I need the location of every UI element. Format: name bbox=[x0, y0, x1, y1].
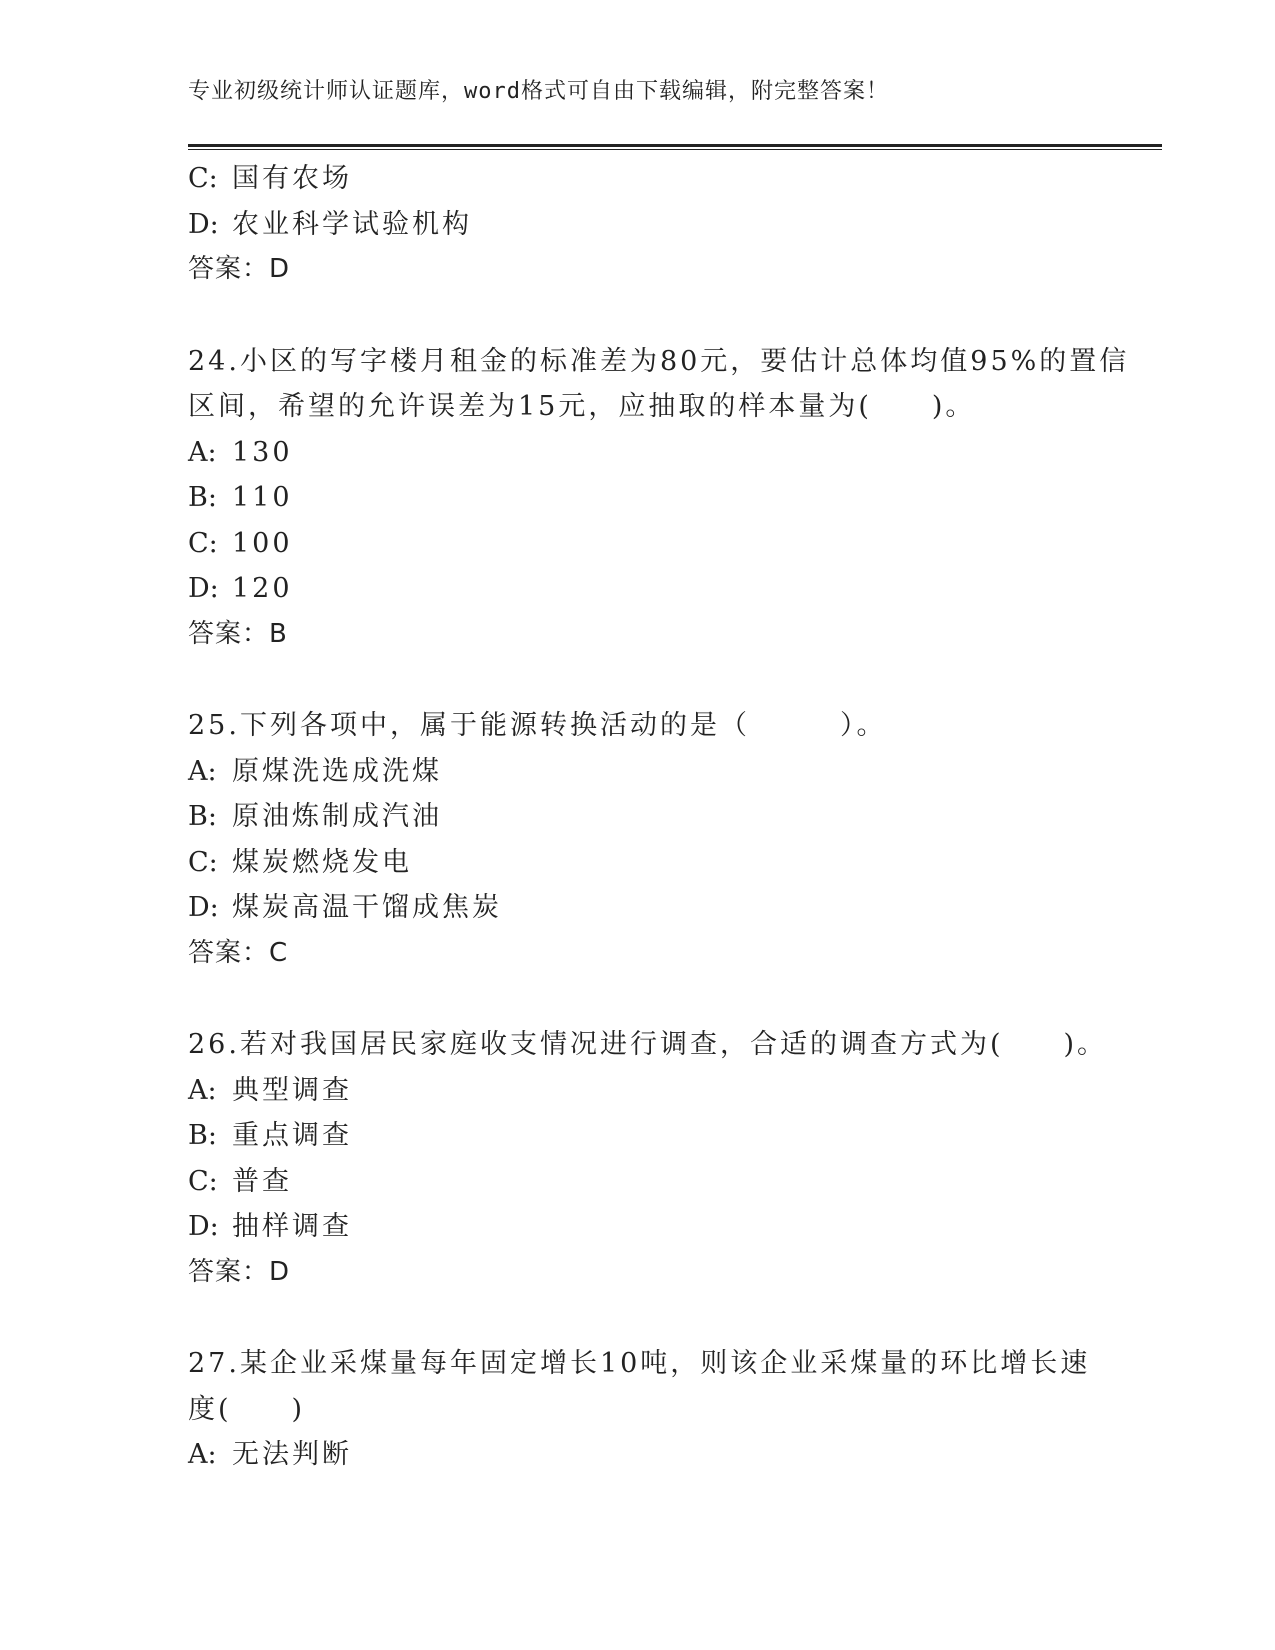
option-label: B: bbox=[188, 1120, 217, 1151]
option-d bbox=[188, 202, 1088, 248]
option-text: 典型调查 bbox=[232, 1074, 352, 1106]
header-divider bbox=[188, 144, 1162, 147]
question-stem: 24.小区的写字楼月租金的标准差为80元，要估计总体均值95%的置信 bbox=[188, 345, 1130, 377]
question-25 bbox=[188, 703, 1088, 976]
option-label: C: bbox=[188, 846, 218, 878]
question-stem-cont: 区间，希望的允许误差为15元，应抽取的样本量为( )。 bbox=[188, 391, 976, 422]
option-text: 130 bbox=[232, 436, 293, 468]
option-text: 普查 bbox=[232, 1165, 292, 1197]
question-stem: 27.某企业采煤量每年固定增长10吨，则该企业采煤量的环比增长速 bbox=[188, 1348, 1091, 1379]
option-label: D: bbox=[188, 892, 219, 923]
option-text: 无法判断 bbox=[232, 1439, 352, 1470]
question-26 bbox=[188, 1022, 1108, 1295]
option-text: 国有农场 bbox=[232, 163, 352, 194]
option-text: 煤炭高温干馏成焦炭 bbox=[232, 892, 502, 923]
option-label: A: bbox=[188, 755, 217, 787]
option-text: 110 bbox=[232, 482, 293, 513]
option-text: 120 bbox=[232, 573, 293, 604]
option-label: D: bbox=[188, 573, 219, 604]
option-text: 原油炼制成汽油 bbox=[232, 801, 442, 832]
option-a bbox=[188, 430, 1088, 476]
option-label: B: bbox=[188, 801, 217, 832]
option-text: 煤炭燃烧发电 bbox=[232, 846, 412, 878]
option-label: C: bbox=[188, 527, 218, 559]
option-text: 农业科学试验机构 bbox=[232, 208, 472, 240]
option-c bbox=[188, 156, 1088, 202]
option-c bbox=[188, 521, 1088, 567]
option-text: 抽样调查 bbox=[232, 1211, 352, 1242]
question-24 bbox=[188, 339, 1130, 658]
option-label: B: bbox=[188, 482, 217, 513]
option-label: D: bbox=[188, 208, 219, 240]
question-stem: 25.下列各项中，属于能源转换活动的是（ ）。 bbox=[188, 710, 887, 741]
option-d bbox=[188, 566, 1088, 612]
page-header: 专业初级统计师认证题库，word格式可自由下载编辑，附完整答案！ bbox=[188, 79, 889, 104]
option-label: D: bbox=[188, 1211, 219, 1242]
question-stem-cont: 度( ) bbox=[188, 1393, 306, 1425]
option-text: 100 bbox=[232, 527, 293, 559]
option-d bbox=[188, 885, 1088, 931]
option-label: C: bbox=[188, 1165, 218, 1197]
option-a bbox=[188, 1432, 1088, 1478]
answer-line: 答案：D bbox=[188, 254, 291, 284]
option-b bbox=[188, 794, 1088, 840]
document-body bbox=[188, 156, 1130, 1478]
option-text: 重点调查 bbox=[232, 1120, 352, 1151]
option-label: A: bbox=[188, 1439, 217, 1470]
answer-line: 答案：D bbox=[188, 1256, 291, 1287]
option-label: A: bbox=[188, 436, 217, 468]
option-b bbox=[188, 1113, 1088, 1159]
option-b bbox=[188, 475, 1088, 521]
question-stem: 26.若对我国居民家庭收支情况进行调查，合适的调查方式为( )。 bbox=[188, 1029, 1108, 1060]
question-27 bbox=[188, 1341, 1091, 1478]
option-a bbox=[188, 749, 1088, 795]
option-c bbox=[188, 1159, 1088, 1205]
answer-line: 答案：B bbox=[188, 618, 288, 649]
option-label: C: bbox=[188, 163, 218, 194]
option-a bbox=[188, 1068, 1088, 1114]
option-label: A: bbox=[188, 1074, 217, 1106]
answer-line: 答案：C bbox=[188, 937, 289, 968]
option-c bbox=[188, 840, 1088, 886]
option-text: 原煤洗选成洗煤 bbox=[232, 755, 442, 787]
option-d bbox=[188, 1204, 1088, 1250]
prev-question-block bbox=[188, 156, 1088, 293]
